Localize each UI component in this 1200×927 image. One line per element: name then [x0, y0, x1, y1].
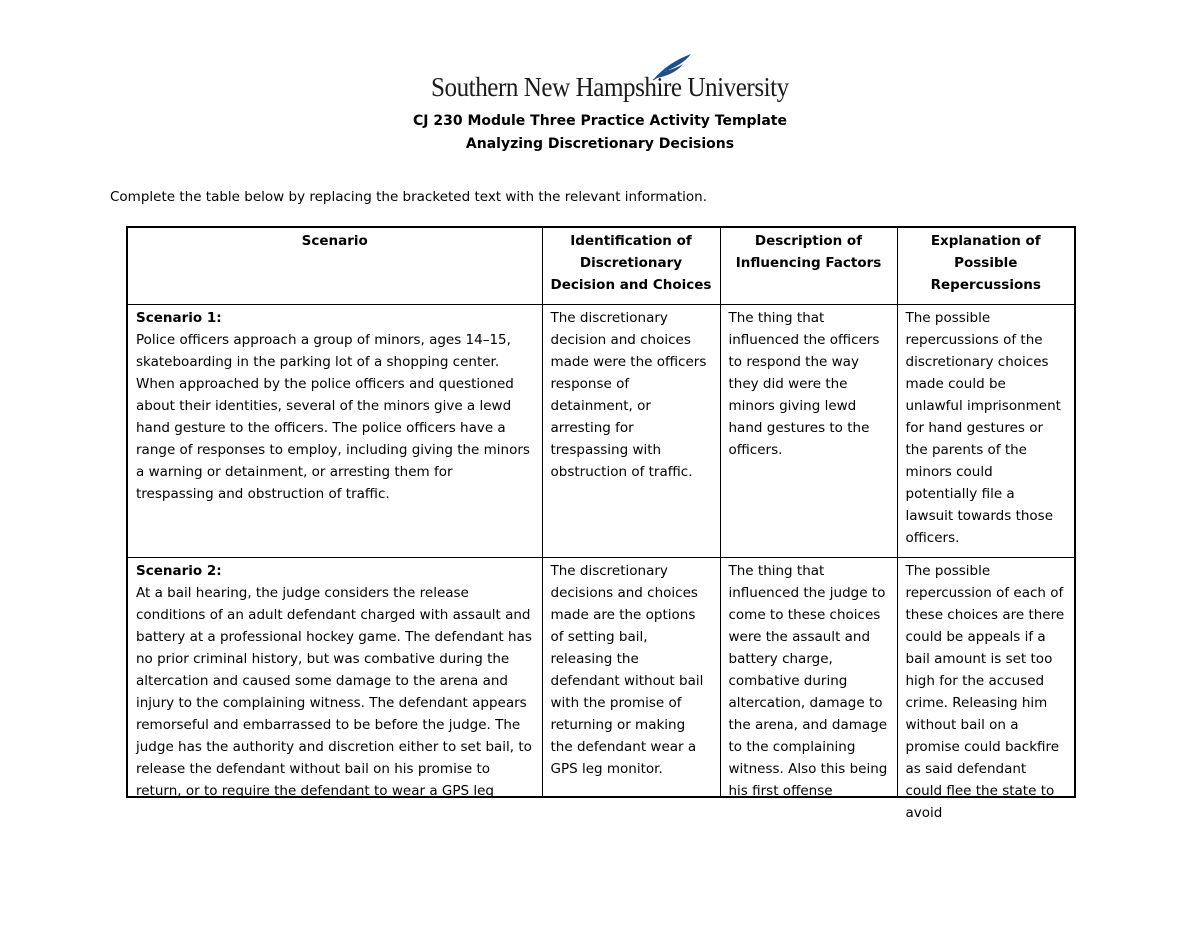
- scenario-cell[interactable]: [127, 305, 542, 558]
- table-row: [127, 305, 1075, 558]
- identification-cell[interactable]: [542, 558, 720, 798]
- factors-cell[interactable]: The thing that influenced the officers to respond the way they did were the minors giving lewd hand gestures to the officers.: [720, 305, 897, 558]
- header-identification: Identification of Discretionary Decision and Choices: [542, 227, 720, 305]
- table-header-row: [127, 227, 1075, 305]
- identification-cell[interactable]: The discretionary decision and choices made were the officers response of detainment, or arresting for trespassing with obstruction of traffic.: [542, 305, 720, 558]
- header-factors: Description of Influencing Factors: [720, 227, 897, 305]
- document-subtitle: Analyzing Discretionary Decisions: [465, 136, 735, 152]
- instructions-text: Complete the table below by replacing the bracketed text with the relevant information.: [110, 189, 707, 205]
- document-title: CJ 230 Module Three Practice Activity Template: [413, 113, 787, 129]
- scenario-label: Scenario 1:: [136, 310, 222, 326]
- identification-text: The discretionary decisions and choices made are the options of setting bail, releasing the defendant without bail with the promise of returning or making the defendant wear a GPS leg monitor.: [550, 563, 704, 777]
- table-row: [127, 558, 1075, 798]
- scenario-text: Police officers approach a group of minors, ages 14–15, skateboarding in the parking lot of a shopping center. When approached by the police officers and questioned about their identities, several of the minors give a lewd hand gesture to the officers. The police officers have a range of responses to employ, including giving the minors a warning or detainment, or arresting them for trespassing and obstruction of traffic.: [136, 332, 530, 502]
- repercussions-text: The possible repercussion of each of these choices are there could be appeals if a bail amount is set too high for the accused crime. Releasing him without bail on a promise could backfire as said defendant could flee the state to avoid: [905, 563, 1065, 821]
- header-scenario: Scenario: [127, 227, 542, 305]
- header-repercussions: Explanation of Possible Repercussions: [897, 227, 1075, 305]
- university-name: Southern New Hampshire University: [431, 72, 789, 102]
- discretionary-decisions-table: [126, 226, 1076, 821]
- scenario-cell[interactable]: [127, 558, 542, 798]
- university-logo: [431, 52, 789, 104]
- factors-cell[interactable]: [720, 558, 897, 798]
- scenario-label: Scenario 2:: [136, 563, 222, 579]
- repercussions-cell[interactable]: The possible repercussions of the discretionary choices made could be unlawful imprisonment for hand gestures or the parents of the minors could potentially file a lawsuit towards those officers.: [897, 305, 1075, 558]
- factors-text: The thing that influenced the judge to come to these choices were the assault and battery charge, combative during altercation, damage to the arena, and damage to the complaining witness. Also this being his first offense: [728, 563, 888, 799]
- repercussions-cell[interactable]: [897, 558, 1075, 821]
- scenario-text: At a bail hearing, the judge considers the release conditions of an adult defendant charged with assault and battery at a professional hockey game. The defendant has no prior criminal history, but was combative during the altercation and caused some damage to the arena and injury to the complaining witness. The defendant appears remorseful and embarrassed to be before the judge. The judge has the authority and discretion either to set bail, to release the defendant without bail on his promise to return, or to require the defendant to wear a GPS leg: [136, 585, 532, 799]
